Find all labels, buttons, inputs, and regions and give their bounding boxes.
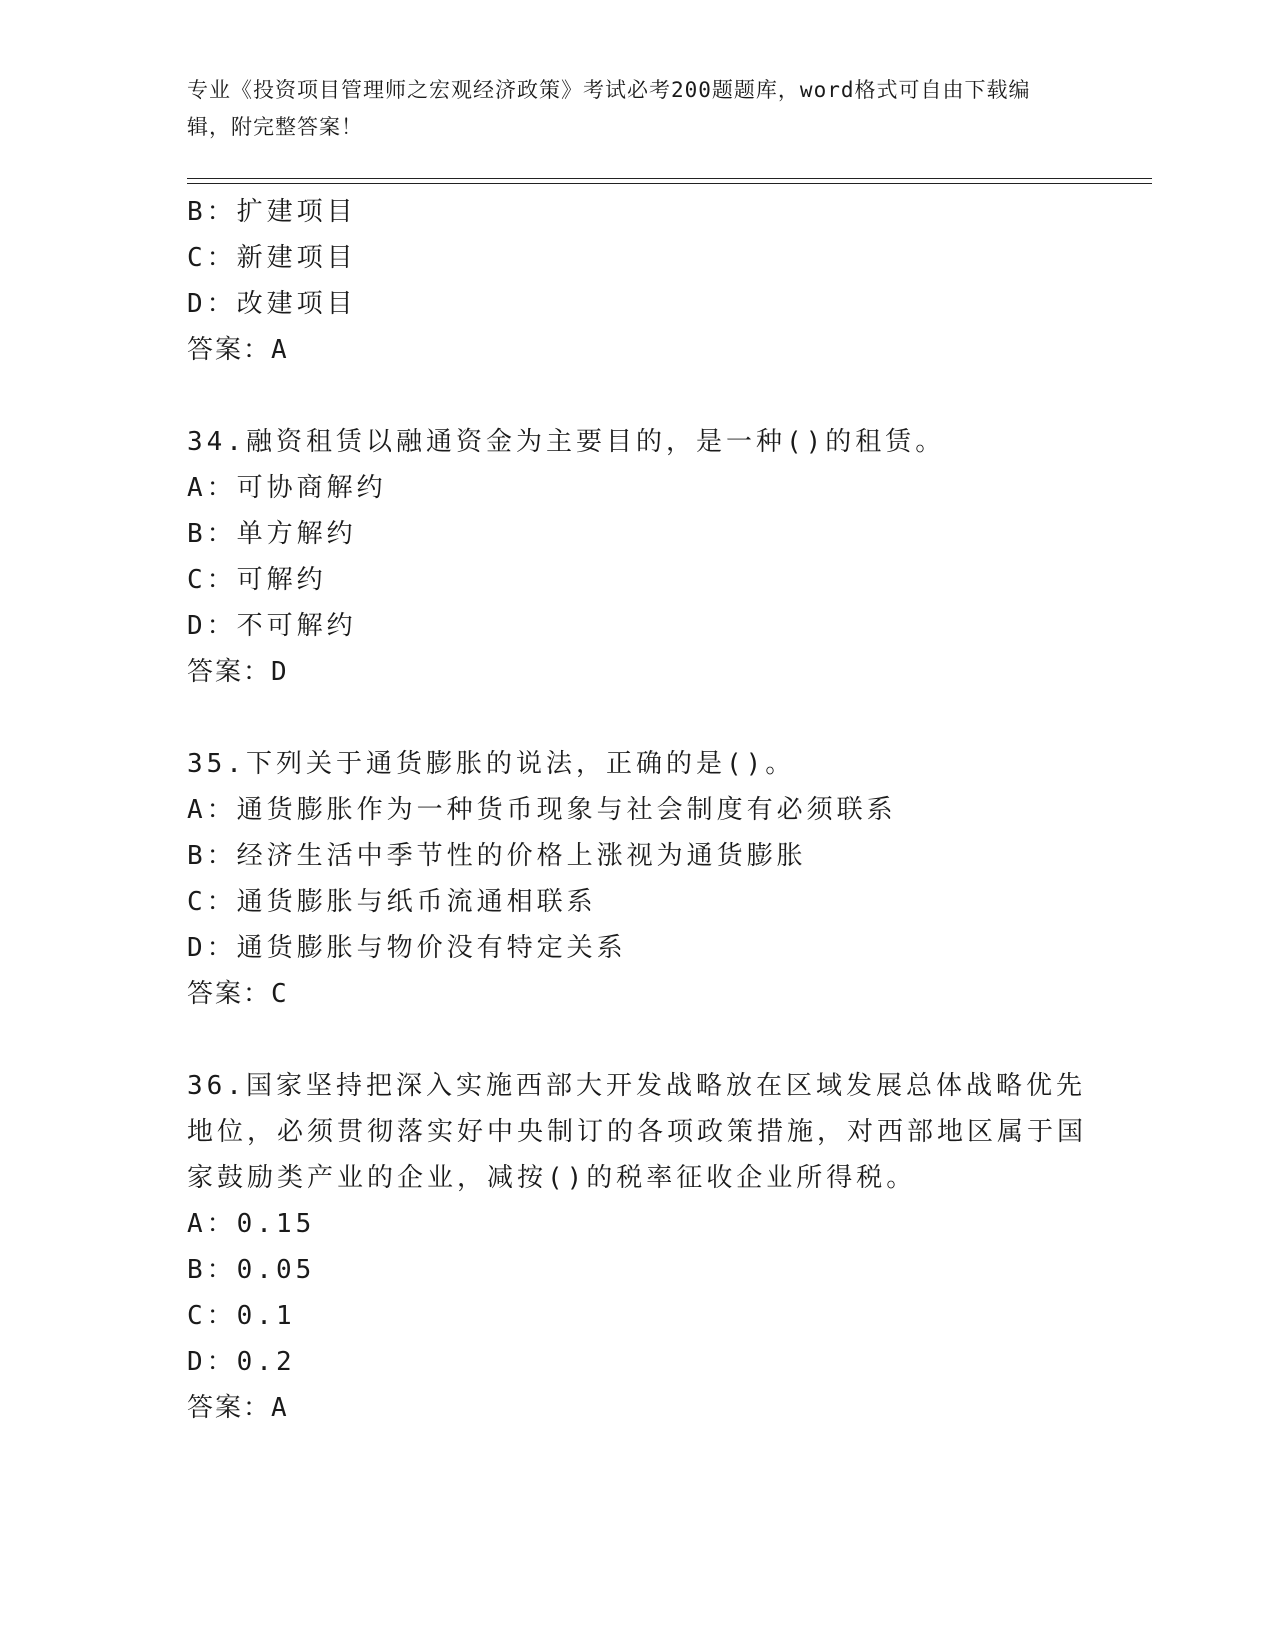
spacer bbox=[187, 1017, 1087, 1063]
question-text: 36.国家坚持把深入实施西部大开发战略放在区域发展总体战略优先地位，必须贯彻落实好中央制订的各项政策措施，对西部地区属于国家鼓励类产业的企业，减按()的税率征收企业所得税。 bbox=[187, 1071, 1088, 1193]
option-b: B：0.05 bbox=[187, 1255, 316, 1285]
option-b: B：单方解约 bbox=[187, 519, 357, 549]
answer-line: 答案：A bbox=[187, 335, 289, 365]
option-d: D：0.2 bbox=[187, 1347, 296, 1377]
answer-line: 答案：C bbox=[187, 979, 289, 1009]
option-b: B：经济生活中季节性的价格上涨视为通货膨胀 bbox=[187, 841, 807, 871]
question-36 bbox=[187, 1063, 1087, 1431]
document-body bbox=[187, 189, 1087, 1431]
option-a: A：可协商解约 bbox=[187, 473, 387, 503]
header-rule-top bbox=[187, 178, 1152, 179]
option-c: C：新建项目 bbox=[187, 243, 357, 273]
option-c: C：0.1 bbox=[187, 1301, 296, 1331]
option-c: C：可解约 bbox=[187, 565, 327, 595]
option-a: A：0.15 bbox=[187, 1209, 316, 1239]
option-a: A：通货膨胀作为一种货币现象与社会制度有必须联系 bbox=[187, 795, 897, 825]
question-fragment bbox=[187, 189, 1087, 373]
option-c: C：通货膨胀与纸币流通相联系 bbox=[187, 887, 597, 917]
option-d: D：不可解约 bbox=[187, 611, 357, 641]
option-b: B：扩建项目 bbox=[187, 197, 357, 227]
document-header: 专业《投资项目管理师之宏观经济政策》考试必考200题题库，word格式可自由下载编辑，附完整答案！ bbox=[187, 78, 1031, 139]
option-d: D：改建项目 bbox=[187, 289, 357, 319]
answer-line: 答案：A bbox=[187, 1393, 289, 1423]
question-35 bbox=[187, 741, 1087, 1017]
question-text: 35.下列关于通货膨胀的说法，正确的是()。 bbox=[187, 749, 796, 779]
question-34 bbox=[187, 419, 1087, 695]
answer-line: 答案：D bbox=[187, 657, 289, 687]
spacer bbox=[187, 695, 1087, 741]
spacer bbox=[187, 373, 1087, 419]
option-d: D：通货膨胀与物价没有特定关系 bbox=[187, 933, 627, 963]
header-rule-bottom bbox=[187, 183, 1152, 184]
question-text: 34.融资租赁以融通资金为主要目的，是一种()的租赁。 bbox=[187, 427, 946, 457]
